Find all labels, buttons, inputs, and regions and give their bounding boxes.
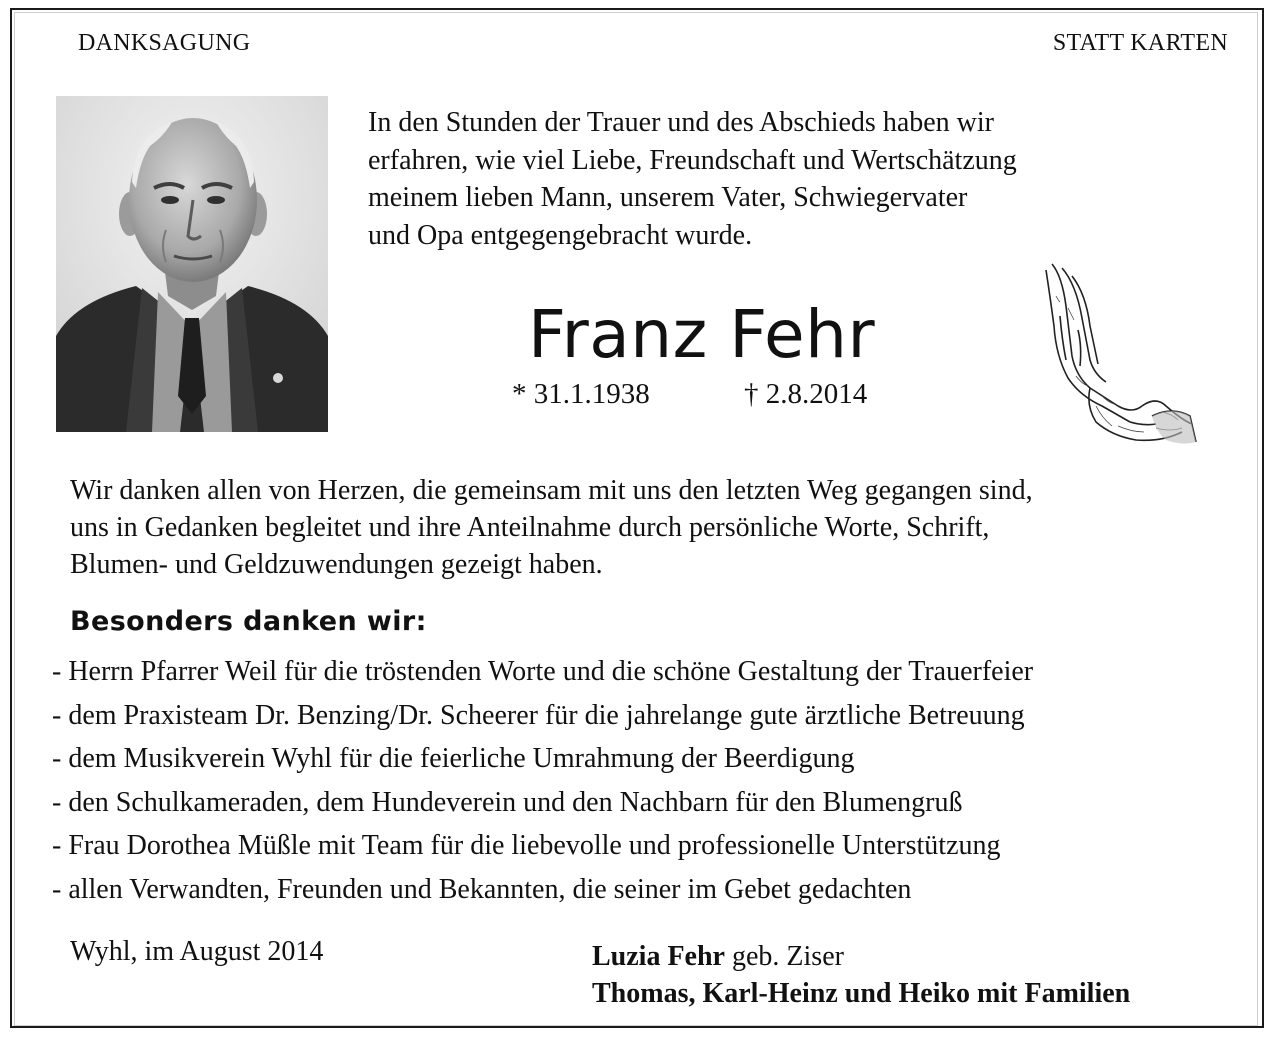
header-statt-karten: STATT KARTEN (1052, 30, 1228, 56)
place-and-date: Wyhl, im August 2014 (70, 936, 324, 967)
intro-paragraph (368, 104, 1168, 254)
list-item: - allen Verwandten, Freunden und Bekannten, die seiner im Gebet gedachten (52, 873, 912, 905)
praying-hands-icon (1032, 256, 1200, 448)
signer-children: Thomas, Karl-Heinz und Heiko mit Familien (592, 978, 1131, 1009)
portrait-photo (56, 96, 328, 432)
special-thanks-title: Besonders danken wir: (70, 606, 427, 637)
intro-line: meinem lieben Mann, unserem Vater, Schwiegervater (368, 182, 968, 213)
header-danksagung: DANKSAGUNG (78, 30, 251, 56)
thanks-paragraph (70, 472, 1033, 583)
birth-date: * 31.1.1938 (512, 378, 650, 410)
list-item: - dem Praxisteam Dr. Benzing/Dr. Scheerer für die jahrelange gute ärztliche Betreuung (52, 699, 1025, 731)
deceased-name: Franz Fehr (528, 296, 876, 373)
list-item: - Frau Dorothea Müßle mit Team für die liebevolle und professionelle Unterstützung (52, 830, 1001, 861)
thanks-line: Blumen- und Geldzuwendungen gezeigt haben. (70, 549, 603, 580)
thanks-line: Wir danken allen von Herzen, die gemeinsam mit uns den letzten Weg gegangen sind, (70, 475, 1033, 506)
list-item: - den Schulkameraden, dem Hundeverein und den Nachbarn für den Blumengruß (52, 786, 963, 818)
signer-widow-name: Luzia Fehr (592, 941, 725, 972)
list-item: - dem Musikverein Wyhl für die feierliche Umrahmung der Beerdigung (52, 743, 855, 774)
signer-widow (592, 938, 1130, 975)
intro-line: In den Stunden der Trauer und des Abschieds haben wir (368, 107, 995, 138)
signer-widow-birthname: geb. Ziser (725, 941, 844, 972)
signatories (592, 938, 1130, 1012)
intro-line: und Opa entgegengebracht wurde. (368, 219, 753, 251)
intro-line: erfahren, wie viel Liebe, Freundschaft und Wertschätzung (368, 144, 1017, 176)
thanks-line: uns in Gedanken begleitet und ihre Anteilnahme durch persönliche Worte, Schrift, (70, 512, 990, 543)
death-date: † 2.8.2014 (744, 378, 868, 410)
list-item: - Herrn Pfarrer Weil für die tröstenden Worte und die schöne Gestaltung der Trauerfeier (52, 656, 1034, 687)
special-thanks-list (52, 650, 1033, 911)
